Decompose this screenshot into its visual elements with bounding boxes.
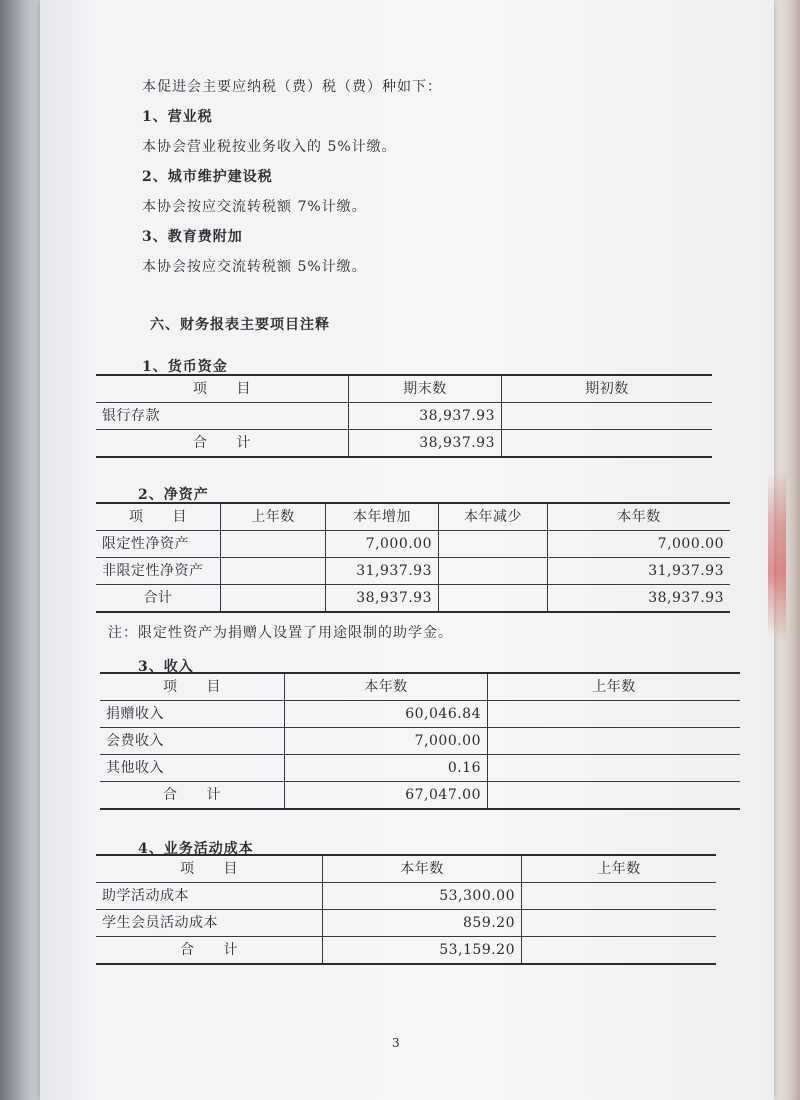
value-cell: 31,937.93 [548,558,731,585]
header-cell: 本年数 [548,503,731,531]
tax-text-education: 本协会按应交流转税额 5%计缴。 [142,259,367,275]
row-label: 非限定性净资产 [96,558,221,585]
net-assets-table [96,502,730,613]
tax-intro: 本促进会主要应纳税（费）税（费）种如下： [142,79,442,95]
table-header-row [96,503,730,531]
table-row [96,403,712,430]
row-label: 其他收入 [100,755,285,782]
tax-heading-business: 1、营业税 [142,109,213,125]
value-cell [522,910,717,937]
cash-table [96,374,712,458]
header-cell: 本年数 [285,673,488,701]
header-cell: 期末数 [349,375,502,403]
row-label: 助学活动成本 [96,883,323,910]
table-row [100,782,740,810]
row-label: 合 计 [100,782,285,810]
value-cell [439,558,548,585]
table-header-row [100,673,740,701]
row-label: 限定性净资产 [96,531,221,558]
table-header-row [96,375,712,403]
cost-title: 4、业务活动成本 [138,841,254,857]
table-row [96,910,716,937]
header-cell: 项 目 [96,855,323,883]
table-header-row [96,855,716,883]
value-cell: 38,937.93 [349,430,502,458]
table-row [96,937,716,965]
header-cell: 本年减少 [439,503,548,531]
net-assets-title: 2、净资产 [138,487,209,503]
value-cell: 0.16 [285,755,488,782]
red-stamp-edge [768,470,786,640]
table-row [96,883,716,910]
value-cell [221,531,326,558]
header-cell: 上年数 [522,855,717,883]
value-cell: 67,047.00 [285,782,488,810]
value-cell: 7,000.00 [285,728,488,755]
row-label: 捐赠收入 [100,701,285,728]
value-cell: 7,000.00 [548,531,731,558]
tax-text-business: 本协会营业税按业务收入的 5%计缴。 [142,139,397,155]
table-row [96,558,730,585]
row-label: 学生会员活动成本 [96,910,323,937]
value-cell [488,755,741,782]
value-cell: 38,937.93 [326,585,439,613]
income-table [100,672,740,810]
header-cell: 项 目 [96,503,221,531]
header-cell: 期初数 [502,375,713,403]
header-cell: 本年增加 [326,503,439,531]
value-cell: 7,000.00 [326,531,439,558]
value-cell [221,585,326,613]
value-cell [522,937,717,965]
header-cell: 上年数 [488,673,741,701]
value-cell [221,558,326,585]
section-title: 六、财务报表主要项目注释 [150,317,330,333]
tax-heading-education: 3、教育费附加 [142,229,243,245]
tax-heading-urban: 2、城市维护建设税 [142,169,273,185]
table-row [100,755,740,782]
value-cell [439,531,548,558]
page-number: 3 [392,1036,401,1050]
net-assets-note: 注：限定性资产为捐赠人设置了用途限制的助学金。 [108,625,453,641]
header-cell: 本年数 [323,855,522,883]
income-title: 3、收入 [138,659,194,675]
value-cell [488,701,741,728]
value-cell [488,728,741,755]
value-cell: 31,937.93 [326,558,439,585]
cost-table [96,854,716,965]
table-row [96,585,730,613]
value-cell [502,403,713,430]
row-label: 银行存款 [96,403,349,430]
value-cell [502,430,713,458]
table-row [100,728,740,755]
header-cell: 项 目 [96,375,349,403]
value-cell: 53,300.00 [323,883,522,910]
value-cell: 38,937.93 [349,403,502,430]
row-label: 合计 [96,585,221,613]
tax-text-urban: 本协会按应交流转税额 7%计缴。 [142,199,367,215]
value-cell [522,883,717,910]
table-row [96,430,712,458]
value-cell: 859.20 [323,910,522,937]
header-cell: 项 目 [100,673,285,701]
value-cell: 53,159.20 [323,937,522,965]
value-cell [488,782,741,810]
header-cell: 上年数 [221,503,326,531]
value-cell [439,585,548,613]
table-row [100,701,740,728]
row-label: 合 计 [96,937,323,965]
value-cell: 60,046.84 [285,701,488,728]
row-label: 会费收入 [100,728,285,755]
value-cell: 38,937.93 [548,585,731,613]
document-page [40,0,774,1100]
row-label: 合 计 [96,430,349,458]
table-row [96,531,730,558]
cash-title: 1、货币资金 [142,359,228,375]
